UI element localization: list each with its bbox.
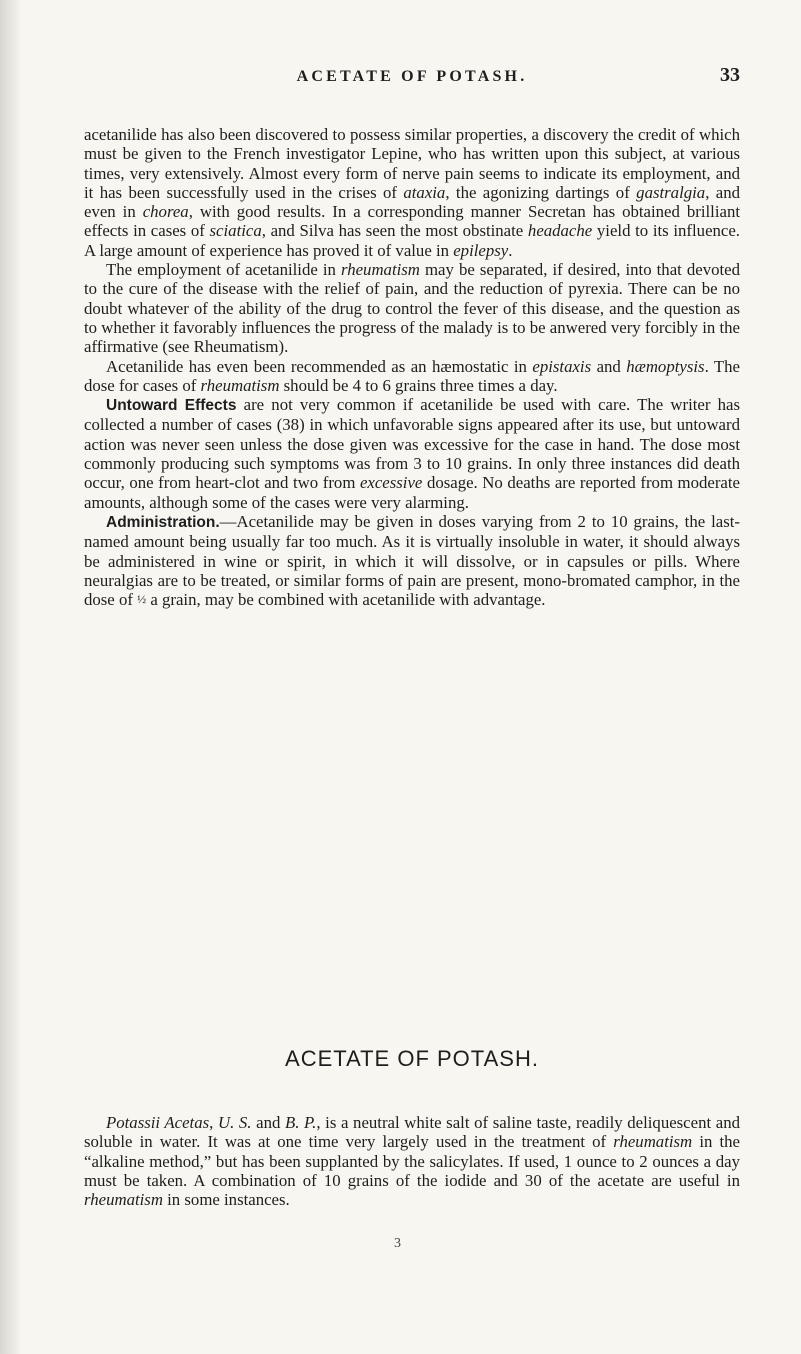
text-run: may be separated, if desired, into that devoted to the cure of the disease with the relief of pain, and the reduction of pyrexia. There can be no doubt whatever of the ability of the drug to control the fever of this disease, and the question as to whether it favorably influences the progress of the malady is to be anwered very forcibly in the affirmative (see Rheumatism).: [84, 260, 740, 357]
section-heading: ACETATE OF POTASH.: [285, 1046, 539, 1071]
text-run: , the agonizing dartings of: [445, 182, 637, 202]
text-run: a grain, may be combined with acetanilide with advantage.: [146, 590, 546, 610]
text-run: yield to its influence. A large amount of experience has proved it of value in: [84, 221, 740, 260]
text-run: , is a neutral white salt of saline taste, readily deliquescent and soluble in water. It was at one time very largely used in the treatment of: [84, 1113, 740, 1152]
italic-term: epistaxis: [532, 356, 592, 376]
running-title: ACETATE OF POTASH.: [296, 68, 528, 85]
text-run: —Acetanilide may be given in doses varying from 2 to 10 grains, the last-named amount being usually far too much. As it is virtually insoluble in water, it should always be administered in wine or spirit, in which it will dissolve, or in capsules or pills. Where neuralgias are to be treated, or similar forms of pain are present, mono-bromated camphor, in the dose of: [84, 511, 740, 610]
italic-term: B. P.: [284, 1113, 317, 1132]
italic-term: rheumatism: [84, 1190, 163, 1210]
paragraph-rheumatism: [84, 260, 740, 356]
body-text: [84, 125, 740, 611]
signature-mark: 3: [394, 1236, 401, 1251]
italic-term: sciatica: [209, 221, 262, 241]
fraction: ½: [137, 592, 147, 607]
text-run: , and even in: [84, 182, 740, 222]
italic-term: Potassii Acetas: [106, 1113, 210, 1132]
spine-shadow: [0, 0, 22, 1354]
italic-term: excessive: [359, 473, 423, 493]
italic-term: chorea: [142, 202, 189, 222]
text-run: should be 4 to 6 grains three times a day.: [279, 375, 558, 395]
italic-term: headache: [527, 221, 593, 241]
italic-term: ataxia: [403, 182, 446, 202]
text-run: Acetanilide has even been recommended as an hæmostatic in: [106, 356, 533, 376]
italic-term: hæmoptysis: [626, 356, 705, 376]
text-run: , with good results. In a corresponding manner Secretan has obtained brilliant effects in cases of: [84, 202, 741, 241]
paragraph-indications: [84, 125, 740, 260]
page-number: 33: [720, 64, 740, 86]
text-run: , and Silva has seen the most obstinate: [261, 221, 528, 241]
running-head: [84, 64, 740, 94]
italic-term: rheumatism: [200, 375, 280, 395]
italic-term: rheumatism: [340, 260, 420, 280]
run-in-heading: Untoward Effects: [106, 397, 237, 415]
text-run: The employment of acetanilide in: [106, 260, 341, 280]
text-run: and: [251, 1113, 285, 1132]
paragraph-acetate-of-potash: [84, 1113, 740, 1209]
text-run: .: [508, 240, 513, 260]
run-in-heading: Administration.: [106, 513, 220, 531]
text-run: are not very common if acetanilide be used with care. The writer has collected a number of cases (38) in which unfavorable signs appeared after its use, but untoward action was never seen unless the dose given was excessive for the case in hand. The dose most commonly producing such symptoms was from 3 to 10 grains. In only three instances did death occur, one from heart-clot and two from: [84, 395, 740, 493]
text-run: ,: [209, 1113, 218, 1132]
text-run: acetanilide has also been discovered to possess similar properties, a discovery the credit of which must be given to the French investigator Lepine, who has written upon this subject, at various times, very extensively. Almost every form of nerve pain seems to indicate its employment, and it has been successfully used in the crises of: [84, 125, 740, 202]
text-run: in the “alkaline method,” but has been supplanted by the salicylates. If used, 1 ounce to 2 ounces a day must be taken. A combination of 10 grains of the iodide and 30 of the acetate are useful in: [84, 1132, 740, 1190]
paragraph-administration: [84, 512, 740, 611]
section-text: [84, 1113, 740, 1209]
paragraph-untoward-effects: [84, 395, 740, 512]
italic-term: U. S.: [217, 1113, 252, 1132]
paragraph-haemostatic: [84, 357, 740, 396]
text-run: and: [591, 356, 627, 376]
text-run: . The dose for cases of: [84, 356, 740, 395]
italic-term: rheumatism: [613, 1132, 693, 1152]
italic-term: epilepsy: [453, 240, 509, 260]
italic-term: gastralgia: [636, 182, 706, 202]
text-run: dosage. No deaths are reported from moderate amounts, although some of the cases were very alarming.: [84, 473, 740, 512]
text-run: in some instances.: [162, 1190, 290, 1210]
